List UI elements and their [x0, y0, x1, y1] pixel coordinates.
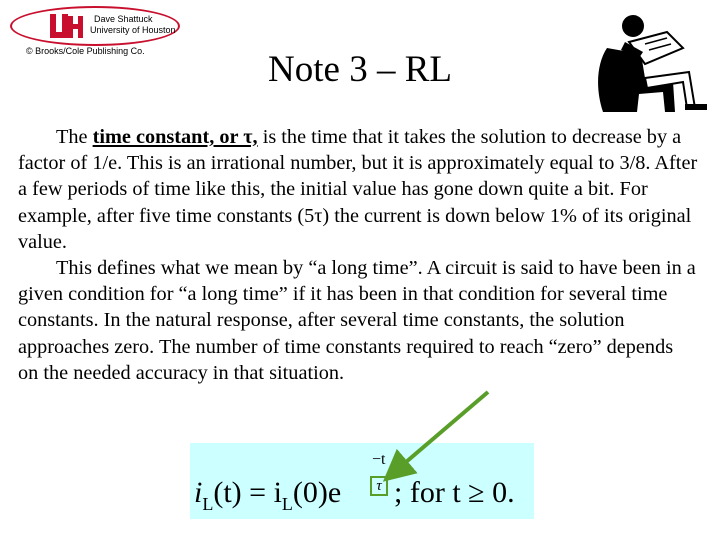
tau-highlight-box: τ — [370, 476, 388, 496]
equation-box — [190, 443, 534, 519]
eq-subscript: L — [202, 494, 214, 514]
university-logo — [8, 4, 183, 54]
uh-logo-icon — [48, 12, 84, 42]
eq-current-symbol: i — [194, 476, 203, 509]
equation-condition: ; for t ≥ 0. — [394, 476, 515, 509]
paragraph-long-time: This defines what we mean by “a long time”. A circuit is said to have been in a given condition for “a long time” if it has been in that condition for several time constants. In the natural response, after several time constants, the solution approaches zero. The number of time constants required to reach “zero” depends on the needed accuracy in that situation. — [18, 257, 696, 384]
logo-university: University of Houston — [90, 25, 176, 35]
copyright-text: © Brooks/Cole Publishing Co. — [26, 46, 145, 56]
paragraph-remainder: is the time that it takes the solution to decrease by a factor of 1/e. This is an irrational number, but it is approximately equal to 3/8. After a few periods of time like this, the initial value has gone down quite a bit. For example, after five time constants (5τ) the current is down below 1% of its original value. — [18, 126, 698, 253]
term-time-constant: time constant, or τ, — [92, 126, 258, 148]
reading-person-icon — [585, 8, 715, 118]
slide-title: Note 3 – RL — [268, 49, 452, 90]
paragraph-lead: The — [56, 126, 93, 148]
eq-lhs-arg: (t) = i — [213, 476, 282, 509]
eq-subscript-2: L — [281, 494, 293, 514]
equation-lhs — [194, 476, 342, 514]
slide-body — [18, 124, 698, 386]
logo-author: Dave Shattuck — [94, 14, 153, 24]
eq-rhs-arg: (0)e — [292, 476, 342, 509]
equation-exponent: −t — [372, 451, 386, 468]
paragraph-time-constant — [18, 124, 698, 255]
